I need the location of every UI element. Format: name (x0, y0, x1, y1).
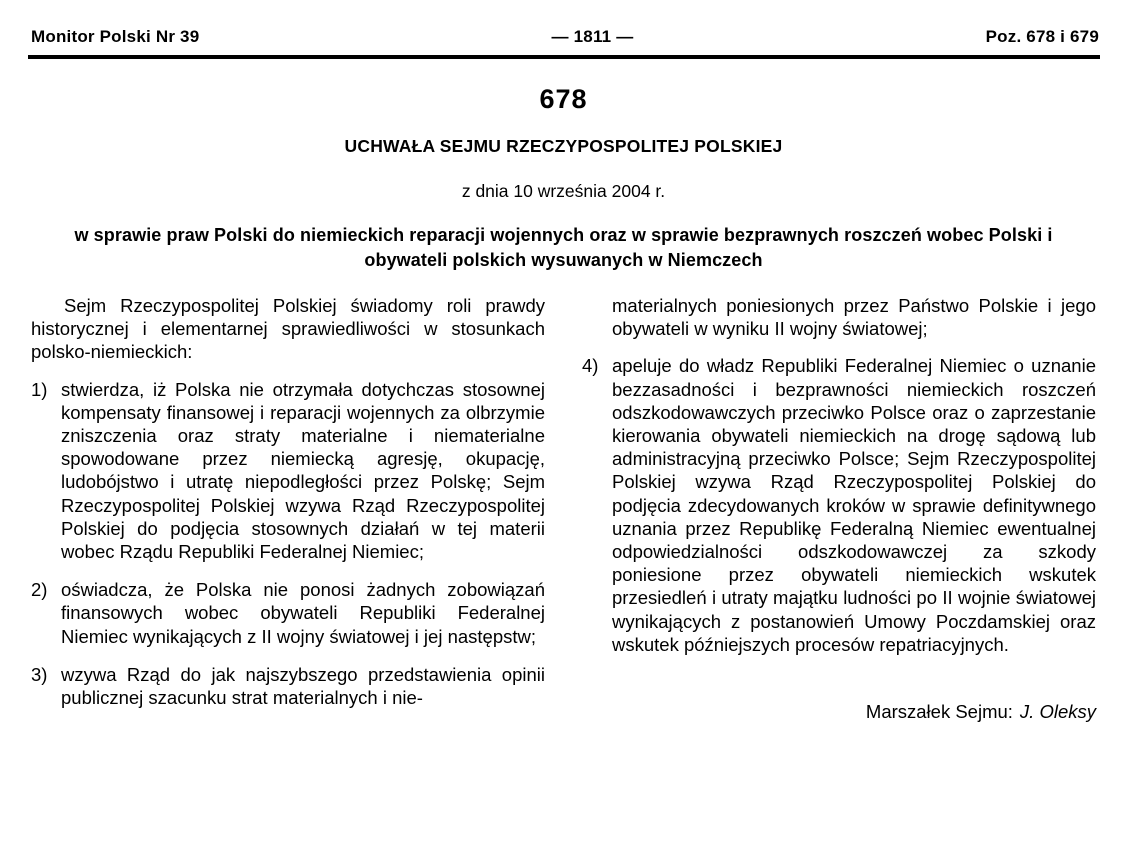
journal-title: Monitor Polski Nr 39 (31, 27, 200, 46)
list-item-1-marker: 1) (31, 378, 48, 400)
item-3-continuation: materialnych poniesionych przez Państwo Polskie i jego obywateli w wyniku II wojny światowej; (612, 295, 1096, 340)
intro-paragraph: Sejm Rzeczypospolitej Polskiej świadomy roli prawdy historycznej i elementarnej sprawiedliwości w stosunkach polsko-niemieckich: (31, 295, 545, 363)
list-item-4-text: apeluje do władz Republiki Federalnej Niemiec o uznanie bezzasadności i bezprawności niemieckich roszczeń odszkodowawczych przeciwko Polsce oraz o zaprzestanie kierowania obywateli niemieckich na drogę sądową lub administracyjną przeciwko Polsce; Sejm Rzeczypospolitej Polskiej wzywa Rząd Rzeczypospolitej Polskiej do podjęcia zdecydowanych kroków w sprawie definitywnego uznania przez Republikę Federalną Niemiec ewentualnej odpowiedzialności odszkodowawczej za szkody poniesione przez obywateli niemieckich wskutek przesiedleń i utraty majątku ludności po II wojnie światowej wynikających z postanowień Umowy Poczdamskiej oraz wskutek późniejszych procesów repatriacyjnych. (612, 355, 1096, 655)
act-subject: w sprawie praw Polski do niemieckich reparacji wojennych oraz w sprawie bezprawnych roszczeń wobec Polski i obywateli polskich wysuwanych w Niemczech (74, 225, 1053, 270)
running-header (31, 27, 1099, 47)
page-number: — 1811 — (551, 27, 634, 46)
list-item-3 (31, 663, 545, 709)
act-title: UCHWAŁA SEJMU RZECZYPOSPOLITEJ POLSKIEJ (344, 136, 783, 156)
list-item-1-text: stwierdza, iż Polska nie otrzymała dotychczas stosownej kompensaty finansowej i reparacji wojennych za olbrzymie zniszczenia oraz straty materialne i niematerialne spowodowane przez niemiecką agresję, okupację, ludobójstwo i utratę niepodległości przez Polskę; Sejm Rzeczypospolitej Polskiej wzywa Rząd Rzeczypospolitej Polskiej do podjęcia stosownych działań w tej materii wobec Rządu Republiki Federalnej Niemiec; (61, 378, 545, 563)
list-item-4-marker: 4) (582, 355, 599, 377)
header-rule (28, 55, 1100, 59)
act-date-line: z dnia 10 września 2004 r. (461, 181, 666, 201)
list-item-3-text: wzywa Rząd do jak najszybszego przedstawienia opinii publicznej szacunku strat materialnych i nie- (61, 663, 545, 709)
left-column (31, 294, 545, 724)
body-columns (31, 294, 1097, 724)
list-item-4 (582, 354, 1096, 656)
list-item-2-marker: 2) (31, 579, 48, 601)
list-item-3-marker: 3) (31, 663, 48, 685)
right-column (582, 294, 1096, 724)
signature-line (582, 700, 1096, 723)
list-item-2 (31, 578, 545, 648)
list-item-2-text: oświadcza, że Polska nie ponosi żadnych zobowiązań finansowych wobec obywateli Republiki Federalnej Niemiec wynikających z II wojny światowej i jej następstw; (61, 579, 545, 647)
position-number: Poz. 678 i 679 (985, 27, 1099, 46)
list-item-1 (31, 378, 545, 564)
signature-name: J. Oleksy (1019, 701, 1096, 723)
signature-role: Marszałek Sejmu: (865, 701, 1013, 723)
act-number: 678 (539, 84, 588, 114)
